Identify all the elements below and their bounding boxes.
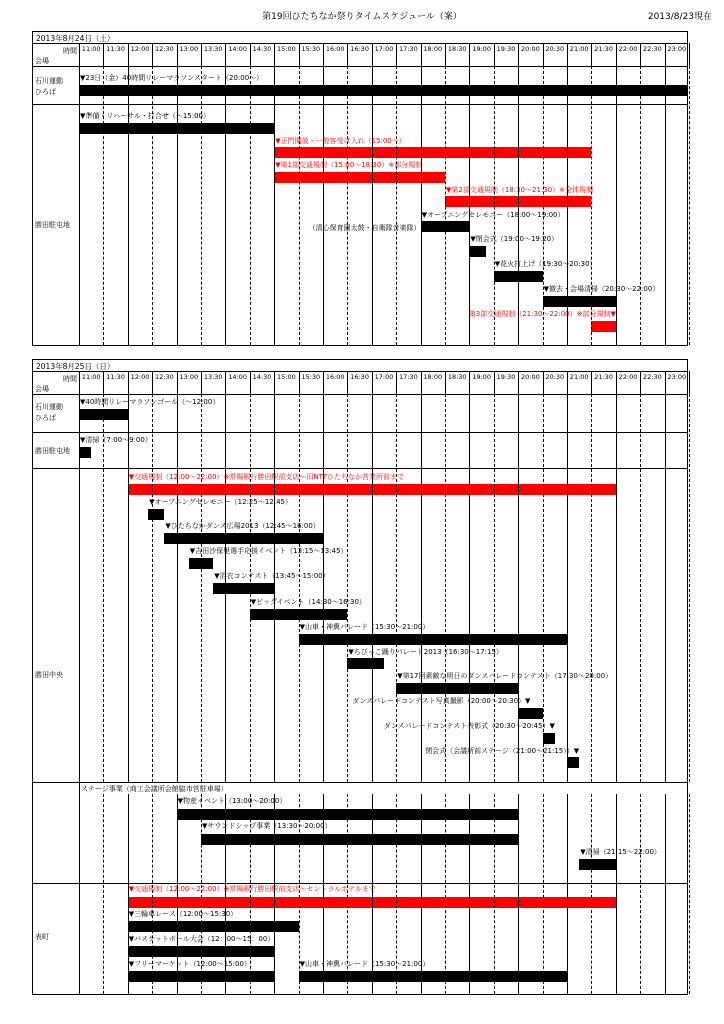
time-label: 16:00 <box>325 373 345 381</box>
grid-line <box>323 66 324 345</box>
time-label: 14:00 <box>228 373 247 381</box>
time-label: 22:30 <box>643 373 662 381</box>
grid-line <box>299 394 300 782</box>
grid-line <box>567 794 568 994</box>
grid-line <box>421 394 422 782</box>
bar-clean-morning <box>79 447 91 458</box>
document-title: 第19回ひたちなか祭りタイムスケジュール（案） <box>262 12 462 22</box>
grid-line <box>445 394 446 782</box>
label-dance-contest: ▼第17回素敵な明日のダンスパレードコンテスト（17:30〜20:00） <box>397 672 613 680</box>
grid-line <box>347 66 348 345</box>
label-flea-market: ▼フリーマーケット（12:00〜15:00） <box>128 960 251 968</box>
grid-line <box>469 794 470 994</box>
bar-photo <box>518 708 542 719</box>
label-chibikko: ▼ちびっこ踊りパレード2013（16:30〜17:15） <box>348 648 503 656</box>
time-label: 20:00 <box>521 45 540 53</box>
grid-line <box>518 794 519 994</box>
grid-line <box>250 66 251 345</box>
time-label: 17:30 <box>399 373 418 381</box>
grid-line <box>689 394 690 782</box>
label-band: （清心保育園太鼓・自衛隊音楽隊） <box>308 224 421 232</box>
label-clean-morning: ▼清掃（7:00〜9:00） <box>80 436 152 444</box>
bar-dance-contest <box>396 683 518 694</box>
grid-line <box>79 43 80 345</box>
venue-katsuta-central: 勝田中央 <box>35 671 63 679</box>
time-label: 11:30 <box>106 373 125 381</box>
time-label: 22:00 <box>618 45 638 53</box>
venue-ishikawa: 石川運動 ひろば <box>35 403 63 422</box>
time-label: 13:30 <box>203 45 223 53</box>
venue-header: 会場 <box>35 57 49 65</box>
grid-line <box>396 794 397 994</box>
grid-line <box>372 794 373 994</box>
grid-line <box>225 66 226 345</box>
grid-line <box>543 794 544 994</box>
grid-line <box>103 66 104 345</box>
grid-line <box>323 394 324 782</box>
grid-line <box>128 394 129 782</box>
bar-closing <box>469 246 485 257</box>
label-relay-goal: ▼40時間リレーマラソンゴール（〜12:00） <box>80 398 220 406</box>
grid-line <box>689 43 690 66</box>
time-label: 18:00 <box>423 373 443 381</box>
label-traffic-central: ▼交通規制（12:00〜22:00）※常陽銀行勝田駅前支店〜旧NTTひたちなか営業所前まで <box>128 473 405 481</box>
time-label: 21:30 <box>594 45 613 53</box>
time-header: 時間 <box>63 47 77 55</box>
grid-line <box>347 394 348 782</box>
grid-line <box>177 66 178 345</box>
time-label: 11:00 <box>81 373 101 381</box>
label-cleanup: ▼撤去・会場清掃（20:30〜22:00） <box>543 285 660 293</box>
bar-traffic1 <box>274 172 445 183</box>
bar-award <box>543 733 555 744</box>
grid-line <box>177 794 178 994</box>
time-label: 15:00 <box>277 45 296 53</box>
schedule-day2 <box>32 359 688 995</box>
time-label: 13:00 <box>179 373 199 381</box>
grid-line <box>689 794 690 994</box>
bar-traffic3 <box>591 321 615 332</box>
time-label: 13:00 <box>179 45 199 53</box>
grid-line <box>177 394 178 782</box>
grid-line <box>543 66 544 345</box>
label-big-event: ▼ビッグイベント（14:30〜16:30） <box>250 598 366 606</box>
time-label: 16:30 <box>350 45 369 53</box>
time-label: 19:30 <box>496 45 516 53</box>
bar-clean-night <box>579 859 616 870</box>
grid-line <box>274 794 275 994</box>
grid-line <box>567 394 568 782</box>
venue-header: 会場 <box>35 385 49 393</box>
grid-line <box>79 371 80 994</box>
time-label: 15:30 <box>301 45 321 53</box>
label-fireworks: ▼花火打上げ（19:30〜20:30） <box>494 260 597 268</box>
venue-ishikawa: 石川運動 ひろば <box>35 77 63 96</box>
time-label: 12:00 <box>130 373 150 381</box>
label-traffic3: 第3部交通規制（21:30〜22:00）※部分規制▼ <box>468 310 616 318</box>
label-yukata: ▼浴衣コンテスト（13:45〜15:00） <box>214 572 330 580</box>
grid-line <box>347 794 348 994</box>
grid-line <box>518 394 519 782</box>
time-label: 20:00 <box>521 373 540 381</box>
time-label: 16:30 <box>350 373 369 381</box>
grid-line <box>396 394 397 782</box>
label-traffic1: ▼第1部交通規制（15:00〜18:30）※部分規制 <box>275 161 423 169</box>
time-label: 14:30 <box>252 45 272 53</box>
time-label: 11:30 <box>106 45 125 53</box>
time-header: 時間 <box>63 375 77 383</box>
label-bussan: ▼物産イベント（13:00〜20:00） <box>177 797 287 805</box>
venue-omotemachi: 表町 <box>35 933 49 941</box>
time-label: 15:30 <box>301 373 321 381</box>
grid-line <box>299 794 300 994</box>
grid-line <box>201 794 202 994</box>
bar-yukata <box>213 583 274 594</box>
grid-line <box>372 66 373 345</box>
time-label: 23:00 <box>667 45 687 53</box>
grid-line <box>396 66 397 345</box>
grid-line <box>152 66 153 345</box>
grid-line <box>152 794 153 994</box>
bar-opening <box>148 509 164 520</box>
time-label: 18:00 <box>423 45 443 53</box>
time-label: 17:30 <box>399 45 418 53</box>
time-label: 22:30 <box>643 45 662 53</box>
grid-line <box>591 794 592 994</box>
grid-line <box>518 66 519 345</box>
bar-cleanup <box>543 296 616 307</box>
label-yoshida: ▼吉田沙保里選手応援イベント（13:15〜13:45） <box>189 547 348 555</box>
label-bicycle: ▼三輪車レース（12:00〜15:30） <box>128 910 238 918</box>
time-label: 12:30 <box>155 373 174 381</box>
time-label: 15:00 <box>277 373 296 381</box>
grid-line <box>494 66 495 345</box>
time-label: 16:00 <box>325 45 345 53</box>
grid-line <box>665 394 666 782</box>
label-closing: ▼閉会式（19:00〜19:20） <box>470 235 559 243</box>
label-dance2013: ▼ひたちなかダンス広場2013（12:45〜16:00） <box>165 522 320 530</box>
grid-line <box>567 66 568 345</box>
time-label: 20:30 <box>545 45 565 53</box>
grid-line <box>225 794 226 994</box>
bar-bicycle <box>128 921 299 932</box>
grid-line <box>103 394 104 782</box>
grid-line <box>640 794 641 994</box>
label-opening: ▼オープニングセレモニー（18:00〜19:00） <box>421 211 565 219</box>
grid-line <box>616 66 617 345</box>
venue-katsuta-camp: 勝田駐屯地 <box>35 221 70 229</box>
time-label: 12:00 <box>130 45 150 53</box>
grid-line <box>128 794 129 994</box>
grid-line <box>591 394 592 782</box>
time-label: 14:30 <box>252 373 272 381</box>
bar-closing <box>567 757 579 768</box>
grid-line <box>543 394 544 782</box>
time-label: 21:00 <box>569 45 589 53</box>
grid-line <box>274 66 275 345</box>
grid-line <box>640 394 641 782</box>
label-parade: ▼山車・神輿パレード（15:30〜21:00） <box>299 623 430 631</box>
grid-line <box>421 794 422 994</box>
label-sound: ▼サウンドシップ事業（13:30〜20:00） <box>202 822 332 830</box>
grid-line <box>250 794 251 994</box>
bar-sound <box>201 834 518 845</box>
day2-title: 2013年8月25日（日） <box>36 362 115 371</box>
time-label: 14:00 <box>228 45 247 53</box>
grid-line <box>445 66 446 345</box>
label-award: ダンスパレードコンテスト表彰式（20:30〜20:45）▼ <box>383 722 555 730</box>
grid-line <box>616 794 617 994</box>
bar-chibikko <box>347 658 384 669</box>
grid-line <box>469 394 470 782</box>
time-label: 17:00 <box>374 373 394 381</box>
label-basketball: ▼バスケットボール大会（12：00〜15：00） <box>128 935 275 943</box>
time-label: 17:00 <box>374 45 394 53</box>
time-label: 20:30 <box>545 373 565 381</box>
grid-line <box>445 794 446 994</box>
time-label: 21:00 <box>569 373 589 381</box>
grid-line <box>421 66 422 345</box>
day1-title: 2013年8月24日（土） <box>36 34 115 43</box>
time-label: 11:00 <box>81 45 101 53</box>
time-label: 18:30 <box>447 373 467 381</box>
bar-parade <box>299 634 567 645</box>
time-label: 19:30 <box>496 373 516 381</box>
grid-line <box>665 66 666 345</box>
grid-line <box>128 66 129 345</box>
label-relay-start: ▼23日（金）40時間リレーマラソンスタート（20:00〜） <box>80 74 264 82</box>
grid-line <box>494 394 495 782</box>
grid-line <box>250 394 251 782</box>
time-label: 12:30 <box>155 45 174 53</box>
venue-katsuta-camp: 勝田駐屯地 <box>35 447 70 455</box>
label-parade-omote: ▼山車・神輿パレード（15:30〜21:00） <box>299 960 430 968</box>
bar-relay-start <box>79 85 687 96</box>
label-closing: 閉会式（会議所前ステージ（21:00〜21:15））▼ <box>425 747 580 755</box>
grid-line <box>640 66 641 345</box>
grid-line <box>591 66 592 345</box>
grid-line <box>665 794 666 994</box>
label-photo: ダンスパレードコンテスト写真撮影（20:00〜20:30）▼ <box>352 697 531 705</box>
document-date: 2013/8/23現在 <box>647 12 712 22</box>
grid-line <box>689 66 690 345</box>
bar-gate-open <box>274 147 591 158</box>
grid-line <box>103 794 104 994</box>
grid-line <box>299 66 300 345</box>
grid-line <box>494 794 495 994</box>
time-label: 13:30 <box>203 373 223 381</box>
label-clean-night: ▼清掃（21:15〜22:00） <box>580 848 661 856</box>
schedule-day1 <box>32 31 688 346</box>
grid-line <box>469 66 470 345</box>
grid-line <box>201 66 202 345</box>
label-gate-open: ▼正門開放・一般客受け入れ（15:00〜） <box>275 137 406 145</box>
label-traffic-omote: ▼交通規制（12:00〜22:00）※常陽銀行勝田駅前支店〜セントラルホテルまで <box>128 885 376 893</box>
grid-line <box>274 394 275 782</box>
grid-line <box>225 394 226 782</box>
grid-line <box>689 371 690 394</box>
grid-line <box>201 394 202 782</box>
label-opening: ▼オープニングセレモニー（12:25〜12:45） <box>149 498 293 506</box>
time-label: 22:00 <box>618 373 638 381</box>
grid-line <box>372 394 373 782</box>
time-label: 18:30 <box>447 45 467 53</box>
grid-line <box>152 394 153 782</box>
label-traffic2: ▼第2部交通規制（18:30〜21:30）※全体規制 <box>446 186 594 194</box>
label-stage: ステージ事業（商工会議所会館脇市営駐車場） <box>81 785 228 793</box>
time-label: 21:30 <box>594 373 613 381</box>
time-label: 19:00 <box>472 45 491 53</box>
bar-parade-omote <box>299 971 567 982</box>
label-prep: ▼準備・リハーサル・打合せ（〜15:00） <box>80 112 210 120</box>
time-label: 19:00 <box>472 373 491 381</box>
grid-line <box>616 394 617 782</box>
grid-line <box>323 794 324 994</box>
time-label: 23:00 <box>667 373 687 381</box>
